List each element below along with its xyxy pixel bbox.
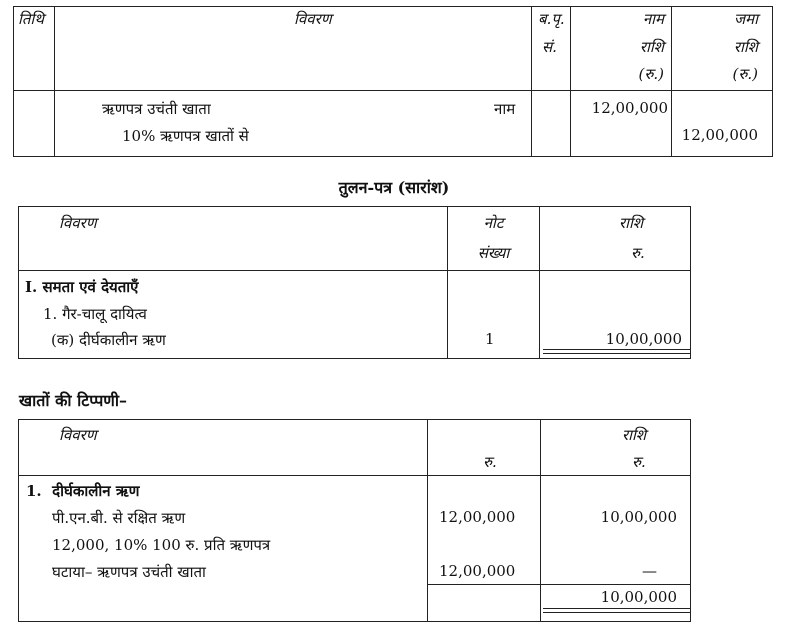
bs-amount-header-2: रु. [631, 244, 645, 262]
bs-note-header-2: संख्या [477, 244, 510, 262]
dr-label: नाम [494, 100, 516, 118]
notes-line2: 12,000, 10% 100 रु. प्रति ऋणपत्र [52, 536, 271, 554]
notes-line1-amount: 12,00,000 [439, 508, 516, 526]
bs-item: (क) दीर्घकालीन ऋण [51, 331, 166, 349]
lf-header-2: सं. [542, 38, 557, 56]
bs-amount: 10,00,000 [605, 330, 682, 348]
balance-sheet-table [18, 206, 691, 359]
debit-account: ऋणपत्र उचंती खाता [102, 100, 211, 118]
notes-line1: पी.एन.बी. से रक्षित ऋण [52, 509, 186, 527]
credit-amount: 12,00,000 [681, 126, 758, 144]
notes-line3-amount: 12,00,000 [439, 562, 516, 580]
credit-header-3: (रु.) [732, 65, 758, 83]
bs-sub: 1. गैर-चालू दायित्व [43, 305, 147, 323]
notes-line3-total: — [642, 562, 657, 580]
bs-amount-header-1: राशि [619, 214, 644, 232]
bs-heading: I. समता एवं देयताएँ [25, 278, 139, 296]
notes-table [18, 419, 691, 622]
date-header: तिथि [18, 10, 44, 28]
bs-note-header-1: नोट [483, 214, 504, 232]
notes-particulars-header: विवरण [59, 426, 97, 444]
bs-particulars-header: विवरण [59, 214, 97, 232]
balance-sheet-title: तुलन-पत्र (सारांश) [338, 178, 450, 197]
bs-note: 1 [485, 330, 495, 348]
notes-line1-total: 10,00,000 [600, 508, 677, 526]
debit-header-3: (रु.) [638, 65, 664, 83]
notes-amount-header-2: रु. [632, 453, 646, 471]
debit-header-2: राशि [639, 38, 664, 56]
particulars-header: विवरण [294, 10, 332, 28]
debit-amount: 12,00,000 [591, 99, 668, 117]
notes-amount-header-1: राशि [622, 426, 647, 444]
journal-table [13, 6, 773, 157]
debit-header-1: नाम [642, 10, 664, 28]
credit-account: 10% ऋणपत्र खातों से [122, 127, 249, 145]
notes-heading: 1. दीर्घकालीन ऋण [26, 482, 140, 500]
lf-header-1: ब.पृ. [538, 10, 565, 28]
credit-header-2: राशि [733, 38, 758, 56]
credit-header-1: जमा [734, 10, 758, 28]
notes-line3: घटाया– ऋणपत्र उचंती खाता [52, 563, 206, 581]
notes-grand-total: 10,00,000 [600, 588, 677, 606]
notes-col2-header: रु. [483, 453, 497, 471]
notes-title: खातों की टिप्पणी– [19, 391, 128, 410]
